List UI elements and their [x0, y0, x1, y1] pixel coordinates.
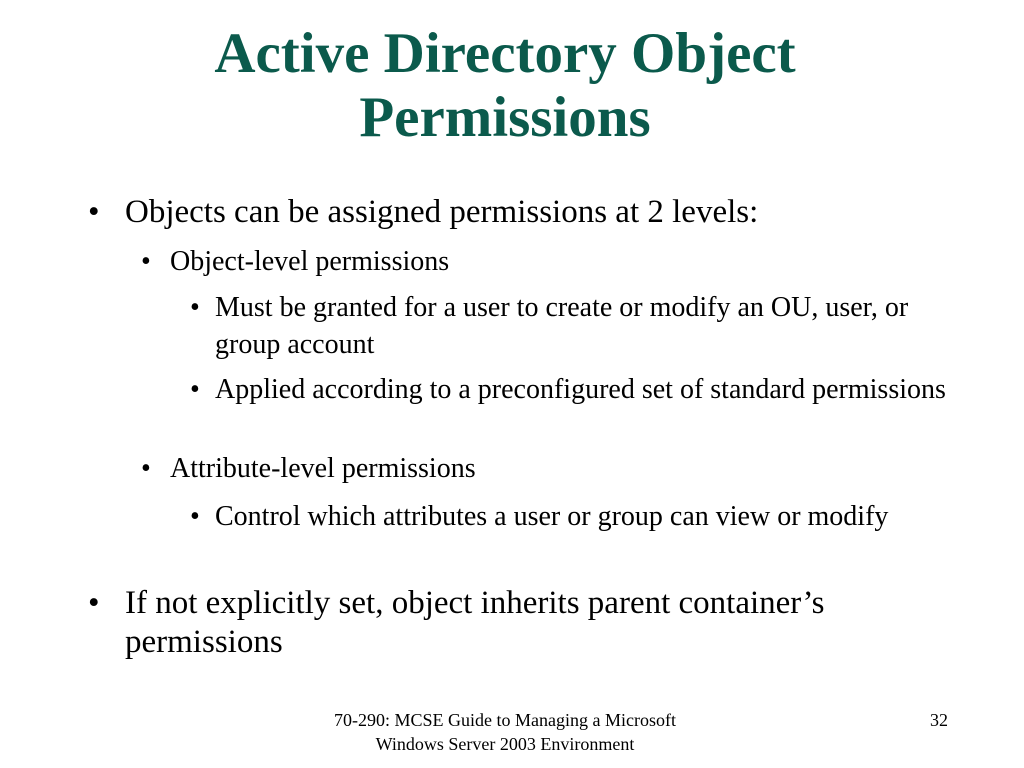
- bullet-control-attributes: [190, 498, 950, 535]
- bullet-marker: •: [141, 246, 151, 277]
- bullet-text: Control which attributes a user or group can view or modify: [215, 501, 889, 532]
- bullet-inheritance: [88, 584, 938, 662]
- bullet-must-be-granted: [190, 289, 950, 363]
- bullet-marker: •: [141, 453, 151, 484]
- bullet-marker: •: [88, 194, 100, 230]
- slide-title: [100, 22, 910, 150]
- bullet-levels: [88, 193, 938, 232]
- bullet-applied-according: [190, 371, 950, 408]
- bullet-marker: •: [190, 374, 200, 405]
- page-number: 32: [930, 710, 948, 730]
- bullet-text: Must be granted for a user to create or modify an OU, user, or group account: [215, 292, 909, 360]
- bullet-text: Objects can be assigned permissions at 2 levels:: [125, 194, 759, 230]
- bullet-text: Applied according to a preconfigured set of standard permissions: [215, 374, 946, 405]
- bullet-marker: •: [190, 292, 200, 323]
- bullet-marker: •: [190, 501, 200, 532]
- slide-title-line-1: Active Directory Object: [214, 22, 796, 85]
- footer-line-2: Windows Server 2003 Environment: [375, 734, 635, 754]
- bullet-text: Object-level permissions: [170, 246, 450, 277]
- slide-footer: [260, 708, 750, 756]
- bullet-marker: •: [88, 585, 100, 621]
- footer-line-1: 70-290: MCSE Guide to Managing a Microsoft: [334, 710, 676, 730]
- bullet-text: If not explicitly set, object inherits parent container’s permissions: [125, 585, 825, 660]
- bullet-text: Attribute-level permissions: [170, 453, 476, 484]
- slide-title-line-2: Permissions: [359, 86, 651, 149]
- bullet-object-level: [141, 245, 941, 279]
- bullet-attribute-level: [141, 452, 941, 486]
